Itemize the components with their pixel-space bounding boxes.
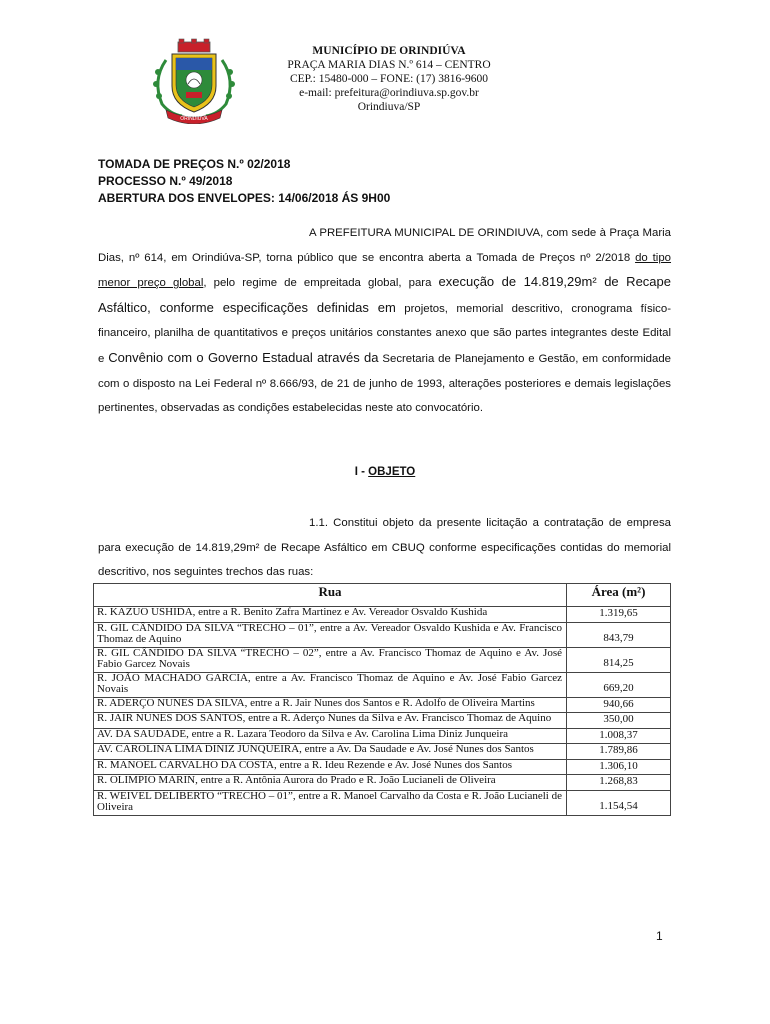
- intro-emphasis-1: execução de 14.819,29m² de Recape Asfáltico, conforme especificações definidas em: [98, 274, 671, 315]
- area-cell: 1.268,83: [567, 775, 671, 791]
- area-cell: 1.319,65: [567, 607, 671, 623]
- area-cell: 669,20: [567, 672, 671, 697]
- intro-part-4: Secretaria de Planejamento e Gestão, em conformidade com o disposto na Lei Federal nº 8.666/93, de 21 de junho de 1993, alterações posteriores e demais legislações pertinentes, observadas as condições estabelecidas neste ato convocatório.: [98, 352, 672, 415]
- intro-underlined: do tipo menor preço global: [98, 251, 672, 290]
- municipality-name: MUNICÍPIO DE ORINDIÚVA: [312, 45, 466, 57]
- table-row: [94, 775, 671, 791]
- table-row: [94, 759, 671, 775]
- intro-part-2: , pelo regime de empreitada global, para: [203, 277, 439, 290]
- street-cell: R. KAZUO USHIDA, entre a R. Benito Zafra Martinez e Av. Vereador Osvaldo Kushida: [94, 607, 567, 623]
- table-row: [94, 713, 671, 729]
- tomada-de-precos: TOMADA DE PREÇOS N.º 02/2018: [98, 157, 291, 171]
- table-row: [94, 744, 671, 760]
- intro-paragraph: [98, 221, 671, 421]
- street-cell: R. JOÃO MACHADO GARCIA, entre a Av. Francisco Thomaz de Aquino e Av. José Fabio Garcez Novais: [94, 672, 567, 697]
- table-row: [94, 672, 671, 697]
- street-cell: R. GIL CÂNDIDO DA SILVA “TRECHO – 01”, entre a Av. Vereador Osvaldo Kushida e Av. Francisco Thomaz de Aquino: [94, 622, 567, 647]
- intro-emphasis-2: Convênio com o Governo Estadual através da: [108, 349, 379, 365]
- municipality-email: e-mail: prefeitura@orindiuva.sp.gov.br: [299, 87, 479, 99]
- street-cell: R. MANOEL CARVALHO DA COSTA, entre a R. Ideu Rezende e Av. José Nunes dos Santos: [94, 759, 567, 775]
- table-row: [94, 728, 671, 744]
- table-row: [94, 607, 671, 623]
- processo-number: PROCESSO N.º 49/2018: [98, 174, 233, 188]
- abertura-envelopes: ABERTURA DOS ENVELOPES: 14/06/2018 ÁS 9H00: [98, 191, 391, 205]
- intro-part-1: A PREFEITURA MUNICIPAL DE ORINDIUVA, com sede à Praça Maria Dias, nº 614, em Orindiúva-SP, torna público que se encontra aberta a Tomada de Preços nº 2/2018: [98, 227, 671, 264]
- table-header-row: [94, 584, 671, 607]
- street-cell: R. ADERÇO NUNES DA SILVA, entre a R. Jair Nunes dos Santos e R. Adolfo de Oliveira Martins: [94, 697, 567, 713]
- intro-part-3: projetos, memorial descritivo, cronograma físico-financeiro, planilha de quantitativos e preços unitários constantes anexo que são partes integrantes deste Edital e: [98, 302, 671, 365]
- street-cell: R. OLIMPIO MARIN, entre a R. Antônia Aurora do Prado e R. João Lucianeli de Oliveira: [94, 775, 567, 791]
- area-cell: 350,00: [567, 713, 671, 729]
- municipality-cep-phone: CEP.: 15480-000 – FONE: (17) 3816-9600: [289, 73, 489, 85]
- tender-references: [98, 156, 390, 207]
- section-prefix: I -: [354, 466, 369, 478]
- area-cell: 1.789,86: [567, 744, 671, 760]
- street-cell: R. JAIR NUNES DOS SANTOS, entre a R. Aderço Nunes da Silva e Av. Francisco Thomaz de Aquino: [94, 713, 567, 729]
- area-cell: 1.008,37: [567, 728, 671, 744]
- seal-ribbon-text: ORINDIÚVA: [180, 116, 208, 122]
- section-heading: [0, 466, 770, 478]
- table-row: [94, 647, 671, 672]
- page-number: 1: [656, 929, 663, 943]
- municipal-coat-of-arms: [148, 38, 240, 124]
- streets-table: [93, 583, 671, 816]
- municipality-city: Orindiuva/SP: [357, 101, 421, 113]
- area-cell: 940,66: [567, 697, 671, 713]
- street-cell: AV. CAROLINA LIMA DINIZ JUNQUEIRA, entre a Av. Da Saudade e Av. José Nunes dos Santos: [94, 744, 567, 760]
- clause-1-1: 1.1. Constitui objeto da presente licitação a contratação de empresa para execução de 14.819,29m² de Recape Asfáltico em CBUQ conforme especificações contidas do memorial descritivo, nos seguintes trechos das ruas:: [98, 517, 671, 579]
- street-cell: R. WEIVEL DELIBERTO “TRECHO – 01”, entre a R. Manoel Carvalho da Costa e R. João Lucianeli de Oliveira: [94, 790, 567, 815]
- column-header-area: Área (m²): [567, 584, 671, 607]
- table-row: [94, 790, 671, 815]
- area-cell: 1.154,54: [567, 790, 671, 815]
- street-cell: AV. DA SAUDADE, entre a R. Lazara Teodoro da Silva e Av. Carolina Lima Diniz Junqueira: [94, 728, 567, 744]
- section-title-text: OBJETO: [368, 466, 416, 478]
- area-cell: 1.306,10: [567, 759, 671, 775]
- area-cell: 814,25: [567, 647, 671, 672]
- column-header-street: Rua: [94, 584, 567, 607]
- letterhead: [258, 44, 520, 114]
- street-cell: R. GIL CÂNDIDO DA SILVA “TRECHO – 02”, entre a Av. Francisco Thomaz de Aquino e Av. José Fabio Garcez Novais: [94, 647, 567, 672]
- area-cell: 843,79: [567, 622, 671, 647]
- table-row: [94, 697, 671, 713]
- municipality-address: PRAÇA MARIA DIAS N.º 614 – CENTRO: [287, 59, 491, 71]
- table-row: [94, 622, 671, 647]
